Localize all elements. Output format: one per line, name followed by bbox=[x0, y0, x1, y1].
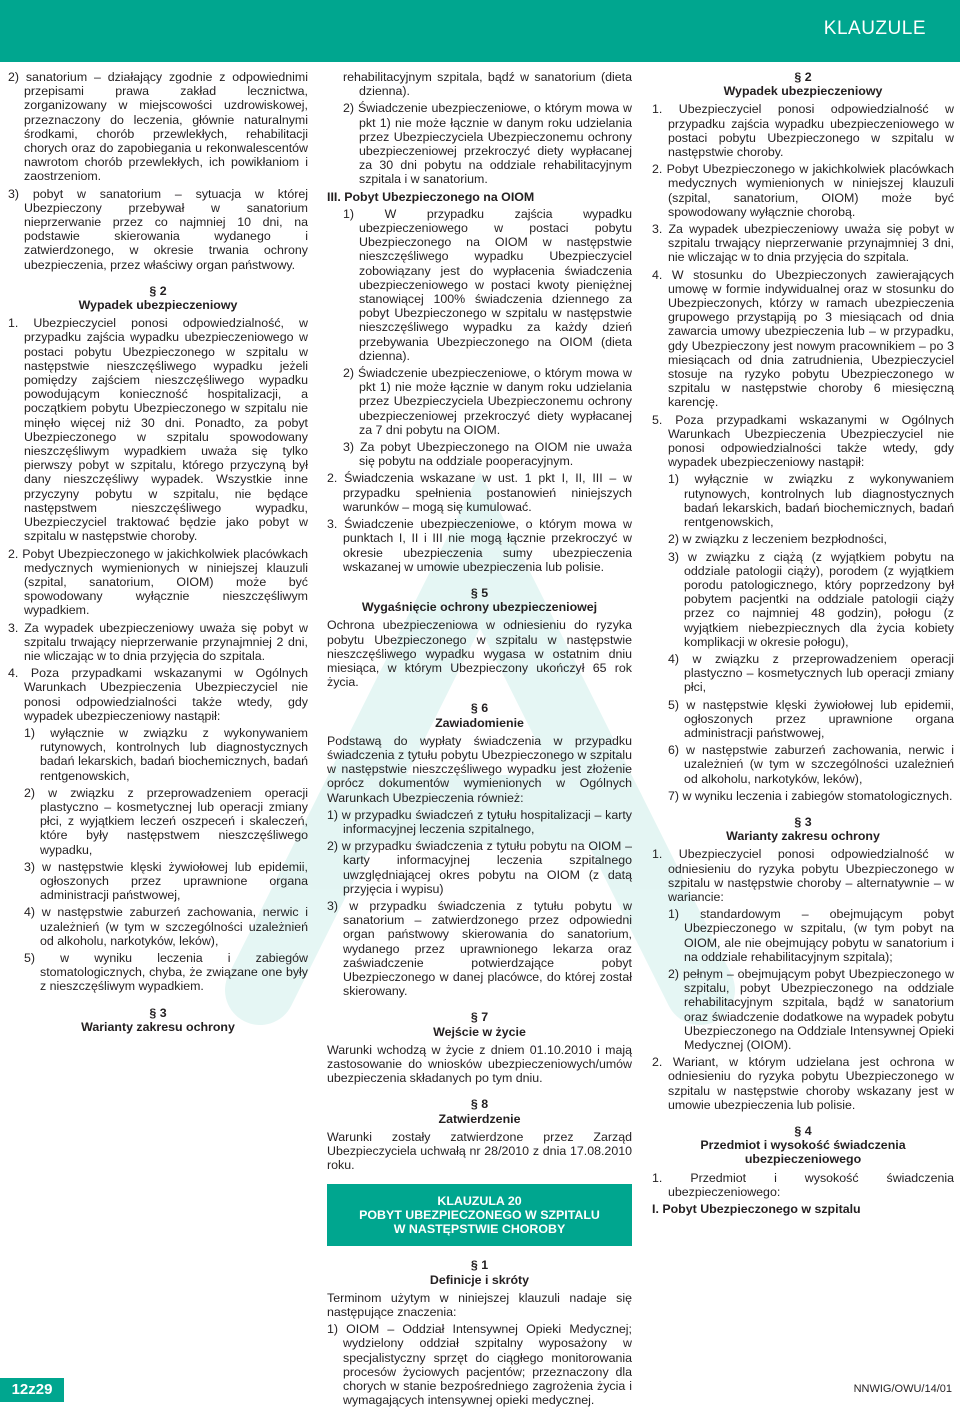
list-item: 1) wyłącznie w związku z wykonywaniem rutynowych, kontrolnych lub diagnostycznych badań lekarskich, badań biochemicznych, badań rentgenowskich, bbox=[24, 725, 308, 783]
section-number: § 4 bbox=[794, 1124, 812, 1139]
paragraph: Podstawą do wypłaty świadczenia w przypadku świadczenia z tytułu pobytu Ubezpieczonego w szpitalu w następstwie nieszczęśliwego wypadku jest złożenie oprócz dokumentów wymienionych w Ogólnych Warunkach Ubezpieczenia również: bbox=[327, 733, 632, 805]
section-heading bbox=[327, 701, 632, 729]
section-number: § 2 bbox=[794, 70, 812, 84]
section-title: Warianty zakresu ochrony bbox=[726, 829, 880, 844]
paragraph: 2. Pobyt Ubezpieczonego w jakichkolwiek placówkach medycznych wymienionych w niniejszej klauzuli (szpital, sanatorium, OIOM) może być spowodowany wyłącznie chorobą. bbox=[652, 162, 954, 219]
section-number: § 2 bbox=[149, 283, 167, 298]
section-title: Definicje i skróty bbox=[429, 1272, 530, 1287]
paragraph: 3. Za wypadek ubezpieczeniowy uważa się pobyt w szpitalu trwający nieprzerwanie przynajmniej 3 dni, nie wliczając w to dnia przyjęcia do szpitala. bbox=[652, 222, 954, 265]
section-heading bbox=[652, 1124, 954, 1167]
list-item: 2) pełnym – obejmującym pobyt Ubezpieczonego w szpitalu, pobyt Ubezpieczonego na oddziale rehabilitacyjnym szpitala, bądź w sanatorium oraz świadczenie dodatkowe na wypadek pobytu Ubezpieczonego na Oddziale Intensywnej Opieki Medycznej (OIOM). bbox=[668, 966, 954, 1052]
clause-title-box bbox=[327, 1184, 632, 1246]
list-item: 7) w wyniku leczenia i zabiegów stomatologicznych. bbox=[668, 788, 953, 803]
paragraph: 2. Wariant, w którym udzielana jest ochrona w odniesieniu do ryzyka pobytu Ubezpieczonego w szpitalu w następstwie choroby wskazany jest w umowie ubezpieczenia lub polisie. bbox=[652, 1055, 954, 1112]
list-item: 3) w następstwie klęski żywiołowej lub epidemii, ogłoszonych przez uprawnione organa administracji państwowej, bbox=[24, 859, 308, 903]
list-item: 2) w związku z przeprowadzeniem operacji plastyczno – kosmetycznej lub operacji zmiany płci, z wyjątkiem leczeń oszpeceń i skaleczeń, które były następstwem nieszczęśliwego wypadku, bbox=[24, 785, 308, 857]
column-right bbox=[652, 70, 954, 1375]
section-number: § 5 bbox=[470, 585, 489, 600]
section-number: § 3 bbox=[149, 1005, 167, 1020]
subsection-title: III. Pobyt Ubezpieczonego na OIOM bbox=[327, 189, 535, 204]
paragraph: 4. Poza przypadkami wskazanymi w Ogólnych Warunkach Ubezpieczenia Ubezpieczyciel nie ponosi odpowiedzialności także wtedy, gdy wypadek ubezpieczeniowy nastąpił: bbox=[8, 666, 308, 723]
list-item: 5) w następstwie klęski żywiołowej lub epidemii, ogłoszonych przez uprawnione organa administracji państwowej, bbox=[668, 697, 954, 740]
section-title: Warianty zakresu ochrony bbox=[81, 1019, 235, 1034]
section-number: § 3 bbox=[794, 814, 812, 829]
section-heading bbox=[327, 1097, 632, 1125]
column-left bbox=[8, 70, 308, 1375]
list-item: 1) wyłącznie w związku z wykonywaniem rutynowych, kontrolnych lub diagnostycznych badań lekarskich, badań biochemicznych, badań rentgenowskich, bbox=[668, 472, 954, 530]
paragraph: 2. Świadczenia wskazane w ust. 1 pkt I, II, III – w przypadku spełnienia postanowień niniejszych warunków – mogą się kumulować. bbox=[327, 471, 632, 514]
page-number: 12z29 bbox=[0, 1378, 64, 1402]
paragraph: rehabilitacyjnym szpitala, bądź w sanatorium (dieta dzienna). bbox=[343, 70, 632, 99]
definition-sanatorium: 2) sanatorium – działający zgodnie z odpowiednimi przepisami prawa zakład lecznictwa, zorganizowany w miejscowości uzdrowiskowej, przeznaczony do leczenia, głównie naturalnymi środkami, chorób przewlekłych, rehabilitacji chorych oraz do zapobiegania u rekonwalescentów nawrotom chorób przewlekłych, ich powikłaniom i zaostrzeniom. bbox=[8, 70, 308, 184]
list-item: 2) w związku z leczeniem bezpłodności, bbox=[668, 532, 887, 547]
paragraph: 1. Ubezpieczyciel ponosi odpowiedzialność w przypadku zajścia wypadku ubezpieczeniowego w postaci pobytu Ubezpieczonego w szpitalu w następstwie choroby. bbox=[652, 102, 954, 160]
section-heading bbox=[327, 586, 632, 614]
section-heading bbox=[8, 1006, 308, 1034]
paragraph: Warunki zostały zatwierdzone przez Zarząd Ubezpieczyciela uchwałą nr 28/2010 z dnia 17.08.2010 roku. bbox=[327, 1129, 632, 1173]
section-title: Wypadek ubezpieczeniowy bbox=[723, 84, 883, 99]
section-title: Wypadek ubezpieczeniowy bbox=[78, 298, 238, 313]
section-title: Wejście w życie bbox=[433, 1024, 526, 1039]
paragraph: 1. Ubezpieczyciel ponosi odpowiedzialność w odniesieniu do ryzyka pobytu Ubezpieczonego w szpitalu w następstwie choroby – alternatywnie – w wariancie: bbox=[652, 847, 954, 904]
paragraph: 4. W stosunku do Ubezpieczonych zawierających umowę w formie indywidualnej oraz w stosunku do Ubezpieczonych, którzy w ramach ubezpieczenia grupowego przystąpiją po 3 miesiącach od dnia zawarcia umowy ubezpieczenia lub – w przypadku, gdy Ubezpieczony jest nowym pracownikiem – po 3 miesiącach od dnia zatrudnienia, Ubezpieczyciel stosuje na ryzyko pobytu Ubezpieczonego w szpitalu w następstwie choroby 6 miesięczną karencję. bbox=[652, 267, 954, 410]
paragraph: 1. Przedmiot i wysokość świadczenia ubezpieczeniowego: bbox=[652, 1170, 954, 1199]
paragraph: Warunki wchodzą w życie z dniem 01.10.2010 i mają zastosowanie do wniosków ubezpieczeniowych/umów ubezpieczenia składanych po tym dniu. bbox=[327, 1042, 632, 1086]
list-item: 2) w przypadku świadczenia z tytułu pobytu na OIOM – karty informacyjnej leczenia szpitalnego uwzględniającej okres pobytu na OIOM (z datą przyjęcia i wypisu) bbox=[327, 839, 632, 896]
section-title: Zatwierdzenie bbox=[438, 1111, 521, 1126]
definition-pobyt-sanatorium: 3) pobyt w sanatorium – sytuacja w której Ubezpieczony przebywał w sanatorium nieprzerwanie przez co najmniej 10 dni, na podstawie skierowania wydanego i zatwierdzonego, w okresie trwania ochrony ubezpieczenia, przez właściwy organ państwowy. bbox=[8, 186, 308, 272]
clause-number: KLAUZULA 20 bbox=[437, 1194, 522, 1209]
section-heading bbox=[652, 70, 954, 98]
list-item: 3) w związku z ciążą (z wyjątkiem pobytu na oddziale patologii ciąży), porodem (z wyjątkiem porodu patologicznego, który poprzedzony był pobytem pacjentki na oddziale patologii ciąży przez co najmniej 48 godzin), połogu (z wyjątkiem niebezpiecznych dla życia kobiety komplikacji w okresie połogu), bbox=[668, 549, 954, 649]
section-title: Przedmiot i wysokość świadczenia ubezpieczeniowego bbox=[700, 1138, 906, 1167]
paragraph: 2. Pobyt Ubezpieczonego w jakichkolwiek placówkach medycznych wymienionych w niniejszej klauzuli (szpital, sanatorium, OIOM) może być spowodowany wyłącznie nieszczęśliwym wypadkiem. bbox=[8, 546, 308, 618]
definition-oiom: 1) OIOM – Oddział Intensywnej Opieki Medycznej; wydzielony oddział szpitalny wyposażony w specjalistyczny sprzęt do ciągłego monitorowania procesów życiowych pacjentów; przeznaczony dla chorych w stanie bezpośredniego zagrożenia życia i wymagających intensywnej opieki medycznej. bbox=[327, 1322, 632, 1407]
clause-title-line: W NASTĘPSTWIE CHOROBY bbox=[393, 1222, 566, 1237]
section-number: § 8 bbox=[470, 1097, 489, 1112]
list-item: 5) w wyniku leczenia i zabiegów stomatologicznych, chyba, że związane one były z nieszczęśliwym wypadkiem. bbox=[24, 950, 308, 994]
paragraph: 3. Świadczenie ubezpieczeniowe, o którym mowa w punktach I, II i III nie mogą łącznie przekroczyć w okresie ubezpieczenia sumy ubezpieczenia wskazanej w umowie ubezpieczenia lub polisie. bbox=[327, 517, 632, 574]
document-code: NNWIG/OWU/14/01 bbox=[853, 1383, 952, 1395]
paragraph: 5. Poza przypadkami wskazanymi w Ogólnych Warunkach Ubezpieczenia Ubezpieczyciel nie ponosi odpowiedzialności także wtedy, gdy wypadek ubezpieczeniowy nastąpił: bbox=[652, 412, 954, 470]
page-title: KLAUZULE bbox=[823, 18, 926, 39]
paragraph: Ochrona ubezpieczeniowa w odniesieniu do ryzyka pobytu Ubezpieczonego w szpitalu w następstwie nieszczęśliwego wypadku wygasa w ostatnim dniu miesiąca, w którym Ubezpieczony ukończył 65 rok życia. bbox=[327, 618, 632, 690]
section-heading bbox=[327, 1258, 632, 1286]
paragraph: 3. Za wypadek ubezpieczeniowy uważa się pobyt w szpitalu trwający nieprzerwanie przynajmniej 2 dni, nie wliczając w to dnia przyjęcia do szpitala. bbox=[8, 620, 308, 663]
paragraph: 1. Ubezpieczyciel ponosi odpowiedzialność, w przypadku zajścia wypadku ubezpieczeniowego w postaci pobytu Ubezpieczonego w szpitalu w następstwie nieszczęśliwego wypadku jeżeli pomiędzy zajściem nieszczęśliwego wypadku powodującym konieczność hospitalizacji, a początkiem pobytu Ubezpieczonego w szpitalu nie minęło więcej niż 30 dni. Ponadto, za pobyt Ubezpieczonego w szpitalu spowodowany nieszczęśliwym wypadkiem uważa się tylko pierwszy pobyt w szpitalu, którego przyczyną był dany nieszczęśliwy wypadek. Wszystkie inne przyczyny pobytu w szpitalu, nie będące następstwem nieszczęśliwego wypadku, Ubezpieczyciel traktować będzie jako pobyt w szpitalu w następstwie choroby. bbox=[8, 316, 308, 544]
section-number: § 6 bbox=[470, 701, 489, 716]
section-number: § 7 bbox=[470, 1010, 489, 1025]
section-title: Wygaśnięcie ochrony ubezpieczeniowej bbox=[361, 600, 598, 615]
section-number: § 1 bbox=[470, 1258, 489, 1273]
column-middle bbox=[327, 70, 632, 1407]
section-heading bbox=[327, 1010, 632, 1038]
list-item: 1) W przypadku zajścia wypadku ubezpieczeniowego w postaci pobytu Ubezpieczonego na OIOM w następstwie nieszczęśliwego wypadku Ubezpieczyciel zobowiązany jest do wypłacenia świadczenia ubezpieczeniowego w postaci kwoty pieniężnej stanowiącej 100% świadczenia dziennego za pobyt Ubezpieczonego w szpitalu w następstwie nieszczęśliwego wypadku za każdy dzień przebywania Ubezpieczonego na OIOM (dieta dzienna). bbox=[343, 206, 632, 363]
subsection-title: I. Pobyt Ubezpieczonego w szpitalu bbox=[652, 1202, 861, 1217]
paragraph: Terminom użytym w niniejszej klauzuli nadaje się następujące znaczenia: bbox=[327, 1290, 632, 1320]
section-title: Zawiadomienie bbox=[435, 715, 524, 730]
section-heading bbox=[8, 284, 308, 312]
list-item: 3) Za pobyt Ubezpieczonego na OIOM nie uważa się pobytu na oddziale pooperacyjnym. bbox=[343, 440, 632, 469]
header-bar bbox=[0, 0, 960, 62]
list-item: 4) w związku z przeprowadzeniem operacji plastyczno – kosmetycznych lub operacji zmiany płci, bbox=[668, 651, 954, 695]
list-item: 4) w następstwie zaburzeń zachowania, nerwic i uzależnień (w tym w szczególności uzależnień od alkoholu, narkotyków, leków), bbox=[24, 905, 308, 948]
clause-title-line: POBYT UBEZPIECZONEGO W SZPITALU bbox=[359, 1208, 600, 1223]
list-item: 1) w przypadku świadczeń z tytułu hospitalizacji – karty informacyjnej leczenia szpitalnego, bbox=[327, 807, 632, 836]
list-item: 1) standardowym – obejmującym pobyt Ubezpieczonego w szpitalu, (w tym pobyt na OIOM, ale nie obejmujący pobytu w sanatorium i na oddziale rehabilitacyjnym szpitala); bbox=[668, 907, 954, 964]
list-item: 2) Świadczenie ubezpieczeniowe, o którym mowa w pkt 1) nie może łącznie w danym roku udzielania przez Ubezpieczyciela Ubezpieczonemu ochrony ubezpieczeniowej przekroczyć diety wypłacanej za 30 dni pobytu na oddziale rehabilitacyjnym szpitala i w sanatorium. bbox=[343, 101, 632, 187]
section-heading bbox=[652, 815, 954, 843]
list-item: 6) w następstwie zaburzeń zachowania, nerwic i uzależnień (w tym w szczególności uzależnień od alkoholu, narkotyków, leków), bbox=[668, 743, 954, 786]
list-item: 3) w przypadku świadczenia z tytułu pobytu w sanatorium – zatwierdzonego przez odpowiedni organ państwowy skierowania do sanatorium, wydanego przez uprawnionego lekarza oraz zaświadczenie potwierdzające pobyt Ubezpieczonego w danej placówce, do której został skierowany. bbox=[327, 898, 632, 999]
list-item: 2) Świadczenie ubezpieczeniowe, o którym mowa w pkt 1) nie może łącznie w danym roku udzielania przez Ubezpieczyciela Ubezpieczonemu ochrony ubezpieczeniowej przekroczyć diety wypłacanej za 7 dni pobytu na OIOM. bbox=[343, 366, 632, 437]
